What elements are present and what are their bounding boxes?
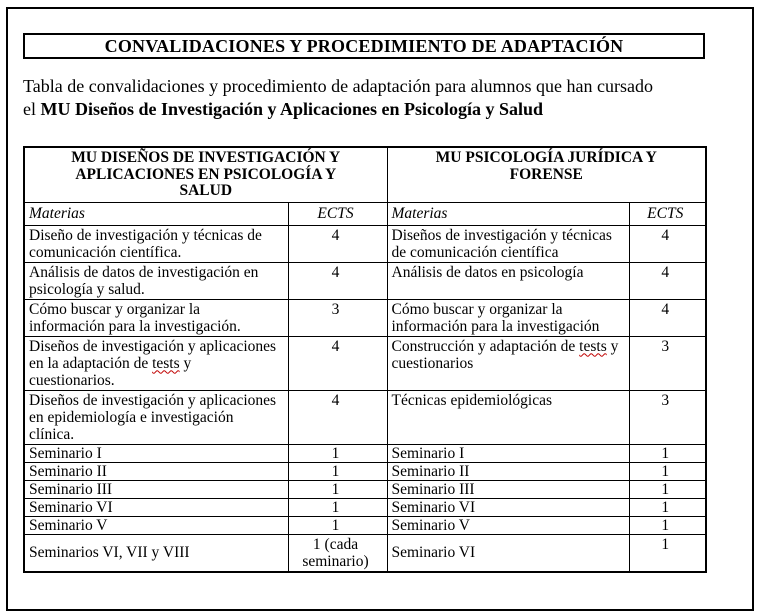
table-row [24, 390, 706, 444]
ects-cell-left: 1 [288, 516, 387, 534]
program-header-left-cell [24, 147, 387, 202]
ects-cell-right: 1 [629, 444, 706, 462]
table-row-seminar [24, 516, 706, 534]
ects-cell-right: 4 [629, 299, 706, 336]
intro-line-2-prefix: el [23, 99, 41, 119]
program-header-right-cell [387, 147, 706, 202]
materia-cell-right [387, 336, 629, 390]
ects-cell-left: 1 (cada seminario) [288, 534, 387, 572]
misspelled-word: tests [579, 337, 607, 355]
materia-cell-right: Cómo buscar y organizar la información para la investigación [387, 299, 629, 336]
ects-cell-left: 4 [288, 225, 387, 262]
misspelled-word: tests [152, 354, 180, 372]
table-row-seminar [24, 444, 706, 462]
materia-cell-left: Análisis de datos de investigación en psicología y salud. [24, 262, 288, 299]
materia-text: y cuestionarios. [29, 354, 192, 389]
ects-cell-left: 1 [288, 498, 387, 516]
materia-cell-left: Seminario V [24, 516, 288, 534]
ects-cell-left: 1 [288, 444, 387, 462]
program-header-left: MU DISEÑOS DE INVESTIGACIÓN Y APLICACIONES EN PSICOLOGÍA Y SALUD [71, 149, 341, 199]
ects-header-right: ECTS [629, 202, 706, 225]
materia-cell-right: Diseños de investigación y técnicas de comunicación científica [387, 225, 629, 262]
materia-cell-right: Seminario VI [387, 498, 629, 516]
ects-cell-left: 3 [288, 299, 387, 336]
materia-cell-right: Técnicas epidemiológicas [387, 390, 629, 444]
ects-cell-right: 1 [629, 534, 706, 572]
materia-cell-left [24, 336, 288, 390]
document-title-box [23, 33, 705, 59]
ects-cell-right: 4 [629, 225, 706, 262]
materia-text: Diseños de investigación y aplicaciones en la adaptación de [29, 337, 277, 372]
table-row [24, 262, 706, 299]
materia-cell-right: Seminario V [387, 516, 629, 534]
table-row-seminar [24, 462, 706, 480]
ects-cell-left: 4 [288, 262, 387, 299]
program-header-row [24, 147, 706, 202]
ects-cell-right: 1 [629, 498, 706, 516]
ects-cell-left: 1 [288, 480, 387, 498]
ects-cell-right: 1 [629, 462, 706, 480]
ects-cell-left: 1 [288, 462, 387, 480]
table-row [24, 225, 706, 262]
materia-cell-left: Diseño de investigación y técnicas de comunicación científica. [24, 225, 288, 262]
ects-cell-right: 3 [629, 390, 706, 444]
column-header-row [24, 202, 706, 225]
intro-paragraph [23, 75, 739, 121]
table-row [24, 534, 706, 572]
materia-cell-left: Seminario VI [24, 498, 288, 516]
program-header-right: MU PSICOLOGÍA JURÍDICA Y FORENSE [435, 149, 657, 183]
ects-cell-right: 4 [629, 262, 706, 299]
intro-master-name: MU Diseños de Investigación y Aplicaciones en Psicología y Salud [40, 99, 544, 119]
document-frame [6, 7, 754, 611]
materia-cell-left: Seminario III [24, 480, 288, 498]
materia-cell-right: Seminario VI [387, 534, 629, 572]
table-row [24, 299, 706, 336]
intro-line-1: Tabla de convalidaciones y procedimiento de adaptación para alumnos que han cursado [23, 76, 653, 96]
materia-text: y cuestionarios [391, 337, 619, 372]
table-row [24, 336, 706, 390]
materia-cell-left: Diseños de investigación y aplicaciones en epidemiología e investigación clínica. [24, 390, 288, 444]
document-title: CONVALIDACIONES Y PROCEDIMIENTO DE ADAPTACIÓN [104, 36, 624, 56]
materias-header-left: Materias [24, 202, 288, 225]
materia-cell-left: Seminario I [24, 444, 288, 462]
materia-text: Construcción y adaptación de [391, 337, 580, 355]
materias-header-right: Materias [387, 202, 629, 225]
materia-cell-left: Cómo buscar y organizar la información para la investigación. [24, 299, 288, 336]
ects-header-left: ECTS [288, 202, 387, 225]
ects-cell-left: 4 [288, 336, 387, 390]
materia-cell-right: Seminario I [387, 444, 629, 462]
materia-cell-right: Seminario III [387, 480, 629, 498]
materia-cell-right: Análisis de datos en psicología [387, 262, 629, 299]
materia-cell-right: Seminario II [387, 462, 629, 480]
table-row-seminar [24, 480, 706, 498]
ects-cell-right: 1 [629, 516, 706, 534]
convalidation-table [23, 146, 707, 573]
ects-cell-right: 1 [629, 480, 706, 498]
ects-cell-right: 3 [629, 336, 706, 390]
intro-line-2 [23, 98, 739, 121]
table-row-seminar [24, 498, 706, 516]
materia-cell-left: Seminario II [24, 462, 288, 480]
ects-cell-left: 4 [288, 390, 387, 444]
materia-cell-left: Seminarios VI, VII y VIII [24, 534, 288, 572]
